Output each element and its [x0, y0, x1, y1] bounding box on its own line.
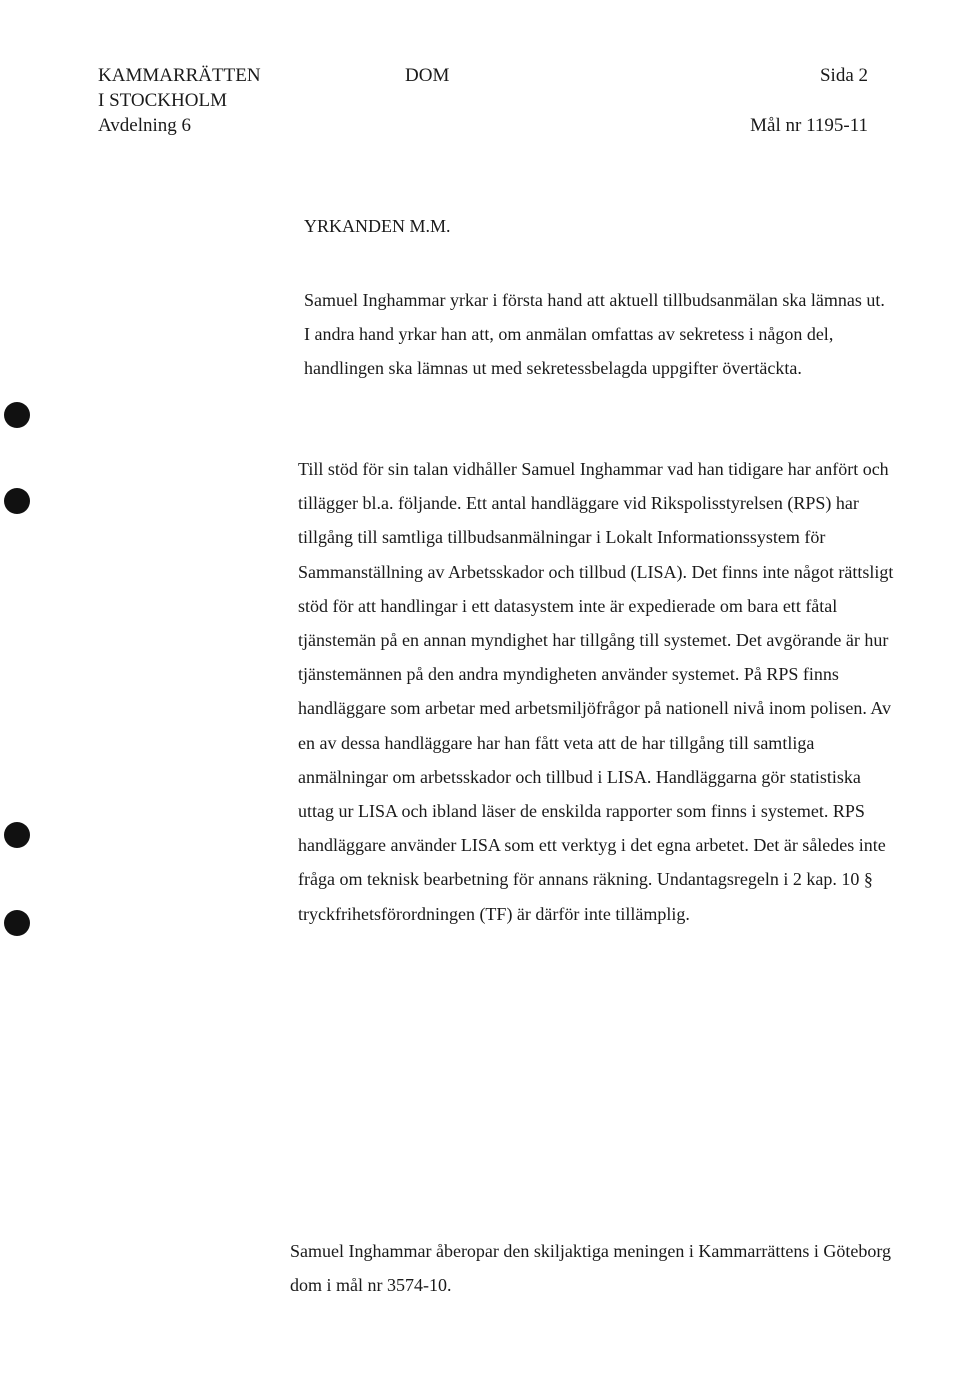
section-heading: YRKANDEN M.M.	[304, 216, 451, 236]
document-type: DOM	[405, 65, 450, 86]
punch-hole	[4, 488, 30, 514]
court-name: KAMMARRÄTTEN	[98, 65, 261, 86]
document-header	[98, 64, 868, 144]
page-number: Sida 2	[819, 65, 868, 86]
court-division: Avdelning 6	[98, 115, 192, 136]
punch-hole	[4, 402, 30, 428]
court-city: I STOCKHOLM	[98, 90, 227, 111]
punch-hole	[4, 822, 30, 848]
paragraph-grounds: Till stöd för sin talan vidhåller Samuel Inghammar vad han tidigare har anfört och tillägger bl.a. följande. Ett antal handläggare vid Rikspolisstyrelsen (RPS) har tillgång till samtliga tillbudsanmälningar i Lokalt Informationssystem för Sammanställning av Arbetsskador och tillbud (LISA). Det finns inte något rättsligt stöd för att handlingar i ett datasystem inte är expedierade om bara ett fåtal tjänstemän på en annan myndighet har tillgång till systemet. Det avgörande är hur tjänstemännen på den andra myndigheten använder systemet. På RPS finns handläggare som arbetar med arbetsmiljöfrågor på nationell nivå inom polisen. Av en av dessa handläggare har han fått veta att de har tillgång till samtliga anmälningar om arbetsskador och tillbud i LISA. Handläggarna gör statistiska uttag ur LISA och ibland läser de enskilda rapporter som finns i systemet. RPS handläggare använder LISA som ett verktyg i det egna arbetet. Det är således inte fråga om teknisk bearbetning för annans räkning. Undantagsregeln i 2 kap. 10 § tryckfrihetsförordningen (TF) är därför inte tillämplig.	[298, 459, 894, 924]
case-number: Mål nr 1195-11	[750, 115, 868, 136]
punch-hole	[4, 910, 30, 936]
paragraph-reference: Samuel Inghammar åberopar den skiljaktiga meningen i Kammarrättens i Göteborg dom i mål nr 3574-10.	[290, 1241, 891, 1296]
paragraph-claims: Samuel Inghammar yrkar i första hand att aktuell tillbudsanmälan ska lämnas ut. I andra hand yrkar han att, om anmälan omfattas av sekretess i någon del, handlingen ska lämnas ut med sekretessbelagda uppgifter övertäckta.	[304, 290, 885, 379]
